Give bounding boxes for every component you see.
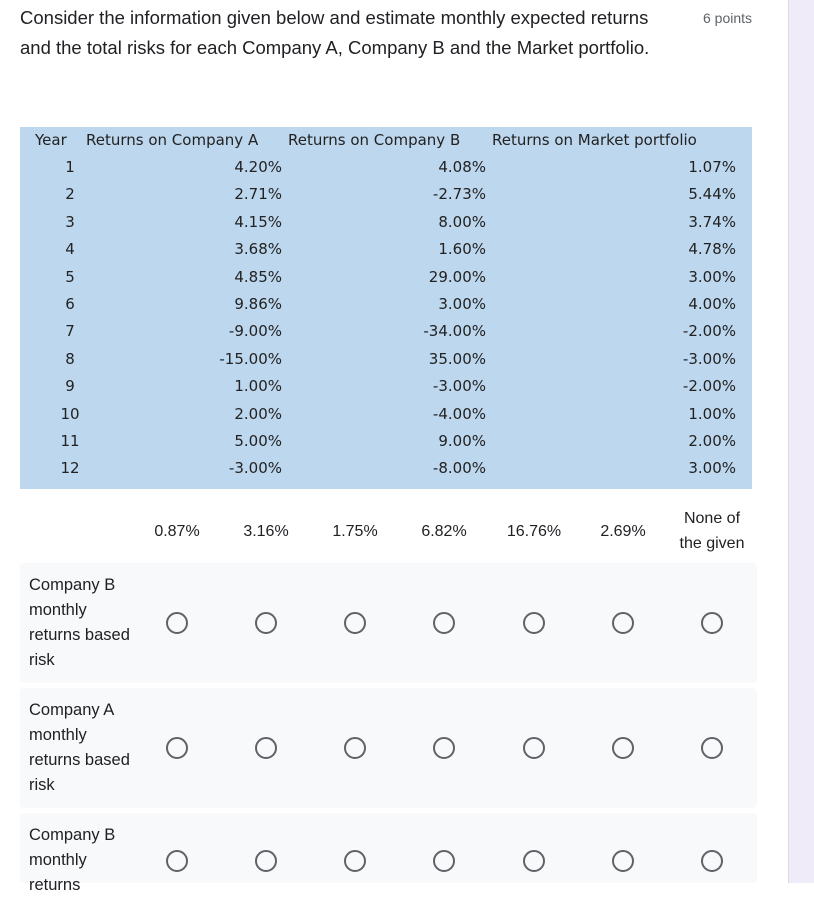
radio-button[interactable] — [701, 850, 723, 872]
table-cell: 6 — [65, 295, 75, 313]
radio-button[interactable] — [255, 850, 277, 872]
table-cell: 8.00% — [438, 212, 486, 231]
table-header-cell: Returns on Market portfolio — [492, 131, 697, 149]
table-cell: 4.08% — [438, 158, 486, 176]
table-cell: 2 — [65, 185, 75, 204]
table-cell: -3.00% — [228, 459, 282, 478]
table-cell: 9.86% — [234, 295, 282, 313]
points-label: 6 points — [703, 10, 753, 26]
table-cell: -2.00% — [682, 322, 736, 341]
table-cell: 1 — [65, 158, 75, 176]
table-cell: 8 — [65, 349, 75, 368]
option-label: 6.82% — [421, 523, 467, 540]
radio-button[interactable] — [344, 737, 366, 759]
grid-row-label: Company A monthly returns based risk — [29, 701, 130, 794]
table-cell: 4.00% — [688, 295, 736, 313]
table-cell: 2.71% — [234, 185, 282, 204]
table-cell: 1.60% — [438, 240, 486, 259]
radio-button[interactable] — [255, 737, 277, 759]
table-cell: 3.00% — [688, 459, 736, 478]
table-cell: 3.00% — [688, 267, 736, 286]
table-cell: 3.68% — [234, 240, 282, 259]
table-header — [20, 127, 752, 154]
table-cell: -2.00% — [682, 377, 736, 396]
radio-button[interactable] — [344, 850, 366, 872]
table-cell: 9 — [65, 377, 75, 396]
table-row — [20, 373, 752, 400]
options-header — [0, 500, 788, 560]
option-label: None of the given — [679, 510, 745, 552]
radio-button[interactable] — [166, 612, 188, 634]
table-row — [20, 209, 752, 236]
table-cell: 10 — [60, 404, 80, 423]
table-cell: -3.00% — [432, 377, 486, 396]
radio-button[interactable] — [612, 850, 634, 872]
question-title: Consider the information given below and estimate monthly expected returns and the total risks for each Company A, Company B and the Market portfolio. — [20, 7, 650, 58]
radio-button[interactable] — [523, 737, 545, 759]
side-panel — [788, 0, 814, 883]
grid-row-label: Company B monthly returns based risk — [29, 576, 130, 669]
table-row — [20, 455, 752, 482]
table-cell: -34.00% — [423, 322, 486, 341]
table-cell: -3.00% — [682, 349, 736, 368]
table-cell: 4.15% — [234, 212, 282, 231]
radio-button[interactable] — [344, 612, 366, 634]
table-header-cell: Year — [35, 131, 67, 149]
table-cell: -4.00% — [432, 404, 486, 423]
radio-button[interactable] — [166, 737, 188, 759]
table-row — [20, 154, 752, 181]
radio-button[interactable] — [523, 612, 545, 634]
table-cell: 29.00% — [428, 267, 486, 286]
radio-button[interactable] — [433, 612, 455, 634]
table-row — [20, 264, 752, 291]
table-cell: 4.20% — [234, 158, 282, 176]
option-label: 3.16% — [243, 523, 289, 540]
option-label: 1.75% — [332, 523, 378, 540]
table-cell: 9.00% — [438, 432, 486, 450]
table-cell: 3.00% — [438, 295, 486, 313]
table-cell: 12 — [60, 459, 80, 478]
table-row — [20, 428, 752, 455]
radio-button[interactable] — [166, 850, 188, 872]
table-cell: 11 — [60, 432, 80, 450]
radio-button[interactable] — [433, 850, 455, 872]
table-cell: 35.00% — [428, 349, 486, 368]
table-cell: 4.85% — [234, 267, 282, 286]
radio-button[interactable] — [433, 737, 455, 759]
returns-table — [20, 127, 752, 489]
table-cell: 2.00% — [688, 432, 736, 450]
option-label: 2.69% — [600, 523, 646, 540]
table-row — [20, 401, 752, 428]
table-cell: 5 — [65, 267, 75, 286]
table-row — [20, 346, 752, 373]
grid-row — [20, 813, 757, 894]
table-header-cell: Returns on Company B — [288, 131, 461, 149]
radio-button[interactable] — [612, 737, 634, 759]
table-row — [20, 291, 752, 318]
table-cell: 5.00% — [234, 432, 282, 450]
table-cell: 1.00% — [688, 404, 736, 423]
table-cell: 3 — [65, 212, 75, 231]
grid-row-label: Company B monthly returns — [29, 826, 116, 894]
table-cell: 1.00% — [234, 377, 282, 396]
table-cell: -8.00% — [432, 459, 486, 478]
option-label: 0.87% — [154, 523, 200, 540]
table-cell: 4.78% — [688, 240, 736, 259]
radio-button[interactable] — [612, 612, 634, 634]
table-cell: 3.74% — [688, 212, 736, 231]
radio-button[interactable] — [255, 612, 277, 634]
radio-button[interactable] — [701, 612, 723, 634]
table-cell: -15.00% — [219, 349, 282, 368]
radio-button[interactable] — [523, 850, 545, 872]
table-cell: 7 — [65, 322, 75, 341]
table-cell: 2.00% — [234, 404, 282, 423]
table-cell: 5.44% — [688, 185, 736, 204]
grid-row — [20, 563, 757, 683]
table-row — [20, 318, 752, 345]
option-label: 16.76% — [506, 523, 562, 540]
table-row — [20, 181, 752, 208]
radio-button[interactable] — [701, 737, 723, 759]
table-cell: 4 — [65, 240, 75, 259]
table-cell: -2.73% — [432, 185, 486, 204]
table-header-cell: Returns on Company A — [86, 131, 259, 149]
table-cell: 1.07% — [688, 158, 736, 176]
table-cell: -9.00% — [228, 322, 282, 341]
grid-row — [20, 688, 757, 808]
table-row — [20, 236, 752, 263]
